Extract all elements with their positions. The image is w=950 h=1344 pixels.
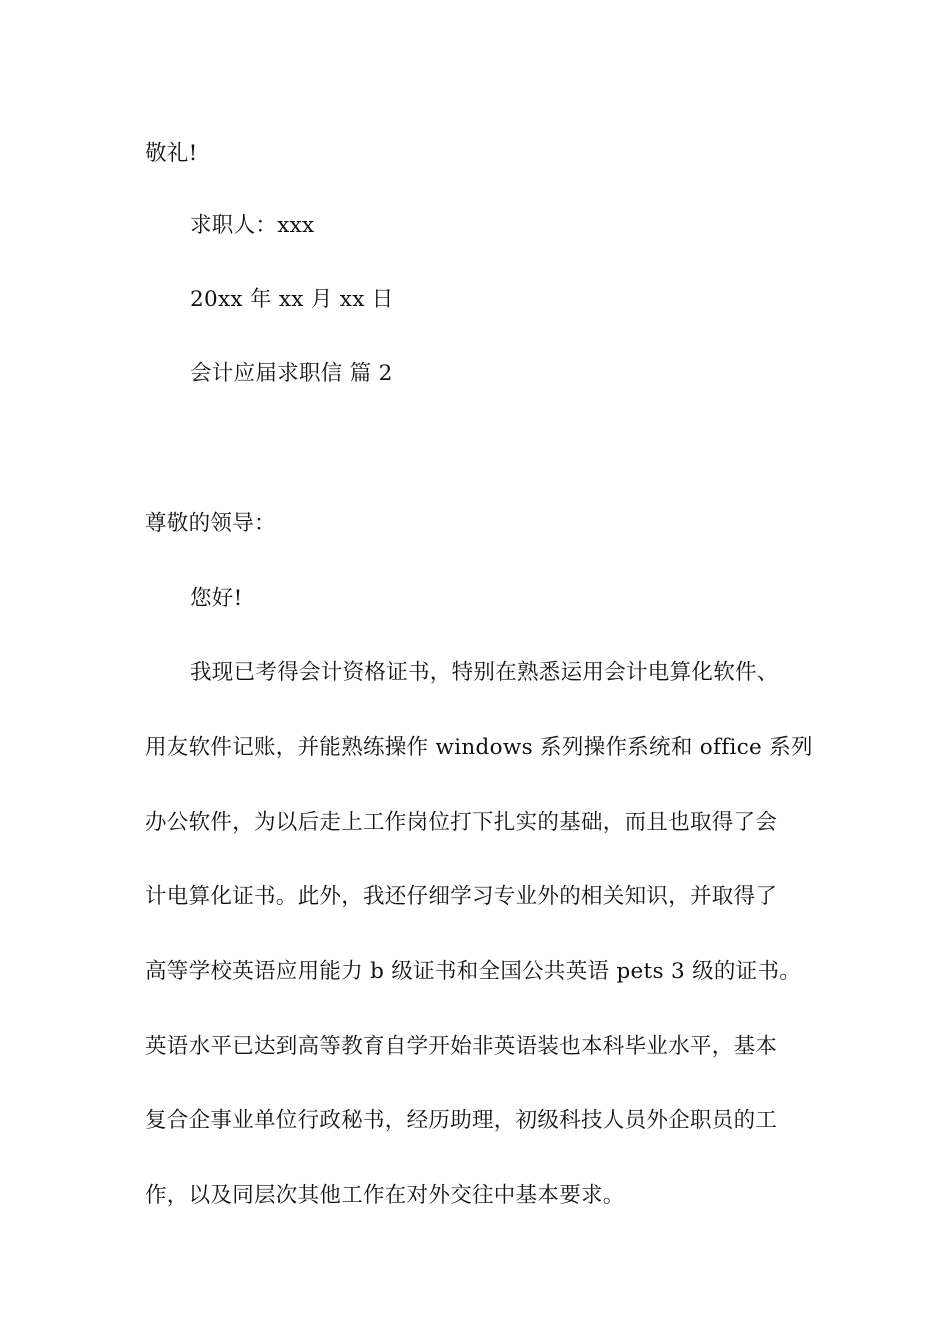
- section-title: 会计应届求职信 篇 2: [190, 361, 393, 386]
- body-line: 高等学校英语应用能力 b 级证书和全国公共英语 pets 3 级的证书。: [145, 959, 802, 984]
- letter-hello: 您好!: [190, 586, 243, 611]
- letter-greeting: 尊敬的领导：: [145, 511, 276, 536]
- signer-line: 求职人：xxx: [190, 213, 315, 238]
- body-line: 计电算化证书。此外，我还仔细学习专业外的相关知识，并取得了: [145, 884, 778, 909]
- body-line: 我现已考得会计资格证书，特别在熟悉运用会计电算化软件、: [190, 660, 779, 685]
- body-line: 办公软件，为以后走上工作岗位打下扎实的基础，而且也取得了会: [145, 810, 778, 835]
- body-line: 复合企事业单位行政秘书，经历助理，初级科技人员外企职员的工: [145, 1108, 778, 1133]
- date-line: 20xx 年 xx 月 xx 日: [190, 287, 394, 312]
- closing-salute: 敬礼!: [145, 141, 198, 166]
- body-line: 用友软件记账，并能熟练操作 windows 系列操作系统和 office 系列: [145, 735, 813, 760]
- body-line: 作，以及同层次其他工作在对外交往中基本要求。: [145, 1183, 625, 1208]
- body-line: 英语水平已达到高等教育自学开始非英语装也本科毕业水平，基本: [145, 1034, 778, 1059]
